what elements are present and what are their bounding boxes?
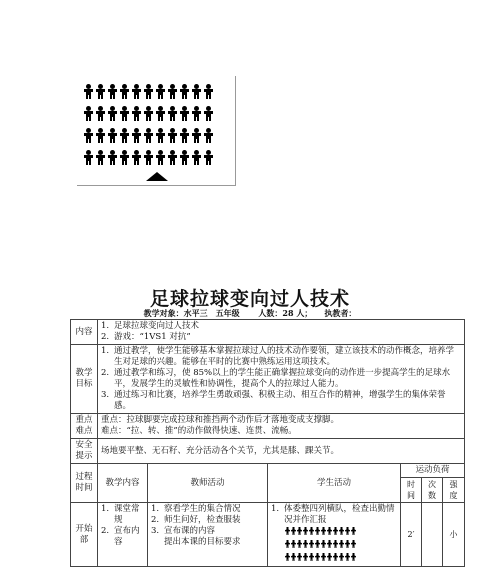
mini-student-icon xyxy=(321,553,326,561)
start-time: 2′ xyxy=(401,503,422,567)
mini-student-icon xyxy=(339,540,344,548)
goal-item: 3. 通过练习和比赛，培养学生勇敢顽强、积极主动、相互合作的精神，增强学生的集体荣誉感。 xyxy=(101,390,446,411)
student-figure-icon xyxy=(168,150,177,165)
student-figure-icon xyxy=(180,106,189,121)
student-figure-icon xyxy=(180,128,189,143)
page-title: 足球拉球变向过人技术 xyxy=(149,288,350,310)
student-figure-icon xyxy=(120,150,129,165)
mini-student-icon xyxy=(315,527,320,535)
mini-student-icon xyxy=(333,553,338,561)
mini-student-icon xyxy=(321,540,326,548)
header-teach-content: 教学内容 xyxy=(98,464,148,503)
content-label: 内容 xyxy=(71,320,98,345)
student-figure-icon xyxy=(204,150,213,165)
mini-student-icon xyxy=(315,540,320,548)
student-activity-1: 体委整四列横队，检查出勤情况并作汇报 xyxy=(284,504,395,525)
mini-student-row xyxy=(285,540,356,548)
mini-student-icon xyxy=(321,527,326,535)
mini-student-icon xyxy=(345,527,350,535)
mini-student-icon xyxy=(303,527,308,535)
mini-student-icon xyxy=(351,527,356,535)
mini-student-icon xyxy=(291,527,296,535)
student-figure-icon xyxy=(96,84,105,99)
row-content xyxy=(71,320,465,345)
mini-student-icon xyxy=(297,540,302,548)
mini-student-icon xyxy=(339,527,344,535)
mini-student-icon xyxy=(345,553,350,561)
row-header-1 xyxy=(71,464,465,478)
student-figure-icon xyxy=(204,128,213,143)
student-figure-icon xyxy=(168,84,177,99)
student-figure-icon xyxy=(84,128,93,143)
student-figure-icon xyxy=(156,84,165,99)
keypoints-cell xyxy=(98,414,465,439)
student-figure-icon xyxy=(84,84,93,99)
student-row xyxy=(84,106,213,122)
mini-student-icon xyxy=(333,540,338,548)
mini-student-icon xyxy=(345,540,350,548)
student-figure-icon xyxy=(156,150,165,165)
mini-student-icon xyxy=(309,527,314,535)
student-figure-icon xyxy=(180,84,189,99)
mini-student-icon xyxy=(327,527,332,535)
header-teacher: 教师活动 xyxy=(148,464,268,503)
teacher-activity-item: 2. 师生问好，检查服装 xyxy=(151,515,241,525)
header-count: 次数 xyxy=(422,478,443,503)
student-figure-icon xyxy=(108,150,117,165)
row-keypoints xyxy=(71,414,465,439)
student-figure-icon xyxy=(144,150,153,165)
lesson-plan-table xyxy=(70,319,465,567)
student-figure-icon xyxy=(192,84,201,99)
focus-text: 重点：拉球脚要完成拉球和推挡两个动作后才落地变成支撑脚。 xyxy=(101,415,340,425)
student-figure-icon xyxy=(84,150,93,165)
mini-student-icon xyxy=(327,540,332,548)
safety-text: 场地要平整、无石籽、充分活动各个关节，尤其是膝、踝关节。 xyxy=(98,439,465,464)
mini-student-icon xyxy=(339,553,344,561)
mini-student-icon xyxy=(351,553,356,561)
student-figure-icon xyxy=(156,128,165,143)
mini-student-icon xyxy=(297,553,302,561)
mini-student-icon xyxy=(351,540,356,548)
student-figure-icon xyxy=(144,128,153,143)
mini-student-icon xyxy=(285,553,290,561)
lesson-meta: 教学对象：水平三 五年级 人数：28 人； 执教者： xyxy=(143,308,357,318)
start-content-cell xyxy=(98,503,148,567)
keypoints-label: 重点难点 xyxy=(71,414,98,439)
student-figure-icon xyxy=(120,84,129,99)
mini-student-row xyxy=(285,527,356,535)
start-content-item: 1. 课堂常规 xyxy=(101,504,140,525)
student-figure-icon xyxy=(84,106,93,121)
mini-student-icon xyxy=(291,553,296,561)
student-figure-icon xyxy=(180,150,189,165)
student-figure-icon xyxy=(96,150,105,165)
mini-student-icon xyxy=(297,527,302,535)
header-student: 学生活动 xyxy=(268,464,401,503)
student-figure-icon xyxy=(132,106,141,121)
student-figure-icon xyxy=(192,150,201,165)
formation-diagram xyxy=(77,76,236,186)
student-row xyxy=(84,128,213,144)
safety-label: 安全提示 xyxy=(71,439,98,464)
content-item: 1. 足球拉球变向过人技术 xyxy=(101,321,200,331)
mini-student-row xyxy=(285,553,356,561)
student-figure-icon xyxy=(96,106,105,121)
student-figure-icon xyxy=(132,150,141,165)
goals-cell xyxy=(98,345,465,414)
student-figure-icon xyxy=(144,84,153,99)
goal-item: 2. 通过教学和练习，使 85%以上的学生能正确掌握拉球变向的动作进一步提高学生的足球水平，发展学生的灵敏性和协调性，提高个人的拉球过人能力。 xyxy=(101,368,451,389)
student-figure-icon xyxy=(168,128,177,143)
mini-student-icon xyxy=(303,540,308,548)
student-figure-icon xyxy=(120,128,129,143)
student-figure-icon xyxy=(192,128,201,143)
student-figure-icon xyxy=(192,106,201,121)
header-intensity: 强度 xyxy=(443,478,465,503)
student-row xyxy=(84,84,213,100)
teacher-triangle-icon xyxy=(146,172,168,181)
student-figure-icon xyxy=(156,106,165,121)
content-item: 2. 游戏：“1VS1 对抗” xyxy=(101,332,191,342)
mini-student-icon xyxy=(309,553,314,561)
header-process: 过程时间 xyxy=(71,464,98,503)
student-figure-icon xyxy=(144,106,153,121)
goals-label: 教学目标 xyxy=(71,345,98,414)
difficulty-text: 难点：“拉、转、推”的动作做得快速、连贯、流畅。 xyxy=(101,426,297,436)
student-figure-icon xyxy=(108,128,117,143)
row-safety xyxy=(71,439,465,464)
start-intensity: 小 xyxy=(443,503,465,567)
student-figure-icon xyxy=(132,128,141,143)
teacher-activity-item: 1. 察看学生的集合情况 xyxy=(151,504,241,514)
start-student-cell: 1. 体委整四列横队，检查出勤情况并作汇报 xyxy=(268,503,401,567)
start-label: 开始部 xyxy=(71,503,98,567)
student-row xyxy=(84,150,213,166)
row-start xyxy=(71,503,465,567)
student-figure-icon xyxy=(96,128,105,143)
goal-item: 1. 通过教学，使学生能够基本掌握拉球过人的技术动作要领，建立该技术的动作概念，培养学生对足球的兴趣。能够在平时的比赛中熟练运用这项技术。 xyxy=(101,346,455,367)
student-figure-icon xyxy=(132,84,141,99)
start-content-item: 2. 宣布内容 xyxy=(101,526,140,547)
start-count xyxy=(422,503,443,567)
mini-student-icon xyxy=(291,540,296,548)
teacher-activity-item: 3. 宣布课的内容 xyxy=(151,526,216,536)
student-figure-icon xyxy=(204,84,213,99)
student-figure-icon xyxy=(120,106,129,121)
mini-student-icon xyxy=(309,540,314,548)
teacher-activity-item: 提出本课的目标要求 xyxy=(164,537,241,547)
row-goals xyxy=(71,345,465,414)
mini-student-icon xyxy=(285,540,290,548)
mini-student-icon xyxy=(333,527,338,535)
mini-student-icon xyxy=(303,553,308,561)
student-formation xyxy=(271,526,397,565)
header-time: 时间 xyxy=(401,478,422,503)
student-figure-icon xyxy=(108,106,117,121)
student-figure-icon xyxy=(168,106,177,121)
student-figure-icon xyxy=(204,106,213,121)
mini-student-icon xyxy=(315,553,320,561)
header-load: 运动负荷 xyxy=(401,464,465,478)
content-cell xyxy=(98,320,465,345)
student-figure-icon xyxy=(108,84,117,99)
mini-student-icon xyxy=(285,527,290,535)
mini-student-icon xyxy=(327,553,332,561)
start-teacher-cell xyxy=(148,503,268,567)
